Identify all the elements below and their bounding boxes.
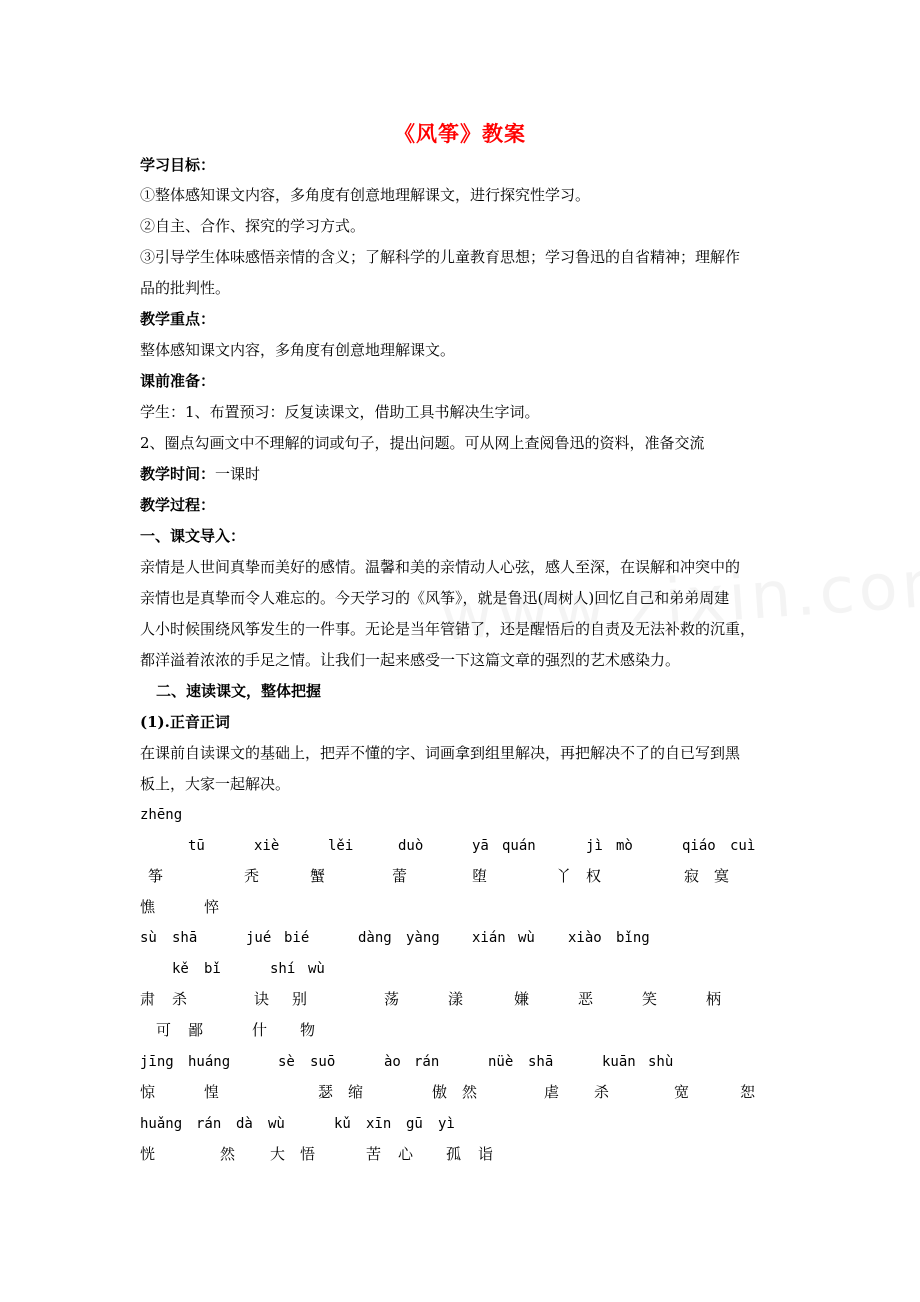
- vocab-char: 傲: [432, 1083, 448, 1101]
- vocab-char: 恍: [140, 1145, 156, 1163]
- pinyin-label: jīng: [140, 1054, 174, 1070]
- pinyin-label: qiáo: [682, 838, 716, 854]
- pinyin-label: xiào: [568, 930, 602, 946]
- pinyin-label: sè: [278, 1054, 295, 1070]
- vocab-char: 孤: [446, 1145, 462, 1163]
- pinyin-label: xiè: [254, 838, 280, 854]
- vocab-char: 诣: [478, 1145, 494, 1163]
- pronunciation-instruction-2: 板上，大家一起解决。: [140, 775, 291, 793]
- vocab-char: 漾: [448, 990, 464, 1008]
- vocab-char: 蟹: [310, 867, 326, 885]
- heading-preparation: 课前准备：: [140, 372, 216, 390]
- preparation-1: 学生：1、布置预习：反复读课文，借助工具书解决生字词。: [140, 403, 540, 421]
- vocab-char: 荡: [384, 990, 400, 1008]
- vocab-char: 笑: [642, 990, 658, 1008]
- vocab-char: 瑟: [318, 1083, 334, 1101]
- pinyin-label: xián: [472, 930, 506, 946]
- vocab-char: 嫌: [514, 990, 530, 1008]
- pinyin-label: rán: [414, 1054, 440, 1070]
- vocab-char: 心: [398, 1145, 414, 1163]
- vocab-char: 寂: [684, 867, 700, 885]
- intro-paragraph-line-2: 亲情也是真挚而令人难忘的。今天学习的《风筝》，就是鲁迅(周树人)回忆自己和弟弟周建: [140, 589, 730, 607]
- pinyin-label: cuì: [730, 838, 756, 854]
- pinyin-label: mò: [616, 838, 633, 854]
- vocab-char: 蕾: [392, 867, 408, 885]
- pinyin-label: lěi: [328, 838, 354, 854]
- pinyin-label: kě: [172, 961, 189, 977]
- vocab-char: 丫: [556, 867, 572, 885]
- goal-2: ②自主、合作、探究的学习方式。: [140, 217, 366, 235]
- pinyin-label: nüè: [488, 1054, 514, 1070]
- pinyin-label: bié: [284, 930, 310, 946]
- pinyin-label: wù: [308, 961, 325, 977]
- intro-paragraph-line-3: 人小时候围绕风筝发生的一件事。无论是当年管错了，还是醒悟后的自责及无法补救的沉重，: [140, 620, 756, 638]
- goal-3-cont: 品的批判性。: [140, 279, 231, 297]
- pinyin-label: suō: [310, 1054, 336, 1070]
- pinyin-label: huǎng: [140, 1116, 183, 1132]
- pinyin-label: ào: [384, 1054, 401, 1070]
- pinyin-label: dà: [236, 1116, 253, 1132]
- pinyin-label: gū: [406, 1116, 423, 1132]
- pinyin-label: shā: [172, 930, 198, 946]
- pinyin-label: duò: [398, 838, 424, 854]
- pinyin-label: bǐ: [204, 961, 221, 977]
- pinyin-label: quán: [502, 838, 536, 854]
- vocab-char: 秃: [244, 867, 260, 885]
- vocab-char: 寞: [714, 867, 730, 885]
- vocab-char: 什: [252, 1021, 268, 1039]
- pinyin-label: jì: [586, 838, 603, 854]
- intro-paragraph-line-1: 亲情是人世间真挚而美好的感情。温馨和美的亲情动人心弦，感人至深，在误解和冲突中的: [140, 558, 741, 576]
- section-1-heading: 一、课文导入：: [140, 527, 246, 545]
- pinyin-label: rán: [196, 1116, 222, 1132]
- vocab-char: 杀: [172, 990, 188, 1008]
- pinyin-label: yì: [438, 1116, 455, 1132]
- vocab-char: 惶: [204, 1083, 220, 1101]
- pinyin-label: kuān: [602, 1054, 636, 1070]
- pinyin-label: huáng: [188, 1054, 231, 1070]
- vocab-char: 大: [270, 1145, 286, 1163]
- vocab-char: 然: [220, 1145, 236, 1163]
- vocab-char: 缩: [348, 1083, 364, 1101]
- pinyin-label: shù: [648, 1054, 674, 1070]
- intro-paragraph-line-4: 都洋溢着浓浓的手足之情。让我们一起来感受一下这篇文章的强烈的艺术感染力。: [140, 651, 681, 669]
- vocab-char: 杀: [594, 1083, 610, 1101]
- pinyin-label: yā: [472, 838, 489, 854]
- vocab-char: 物: [300, 1021, 316, 1039]
- vocab-char: 憔: [140, 898, 156, 916]
- vocab-char: 堕: [472, 867, 488, 885]
- vocab-char: 权: [586, 867, 602, 885]
- vocab-char: 鄙: [188, 1021, 204, 1039]
- vocab-char: 悴: [204, 898, 220, 916]
- pinyin-label: sù: [140, 930, 157, 946]
- teaching-time-value: 一课时: [215, 465, 261, 483]
- vocab-char: 苦: [366, 1145, 382, 1163]
- pinyin-label: jué: [246, 930, 272, 946]
- vocab-char: 可: [156, 1021, 172, 1039]
- teaching-time-label: 教学时间：: [140, 465, 216, 483]
- vocab-char: 惊: [140, 1083, 156, 1101]
- vocab-char: 宽: [674, 1083, 690, 1101]
- pinyin-label: dàng: [358, 930, 392, 946]
- vocab-char: 诀: [254, 990, 270, 1008]
- preparation-2: 2、圈点勾画文中不理解的词或句子，提出问题。可从网上查阅鲁迅的资料，准备交流: [140, 434, 705, 452]
- pinyin-label: yàng: [406, 930, 440, 946]
- pinyin-label: shí: [270, 961, 296, 977]
- pinyin-label: zhēng: [140, 807, 183, 823]
- vocab-char: 肃: [140, 990, 156, 1008]
- vocab-char: 筝: [148, 867, 164, 885]
- pinyin-label: xīn: [366, 1116, 392, 1132]
- pinyin-label: wù: [268, 1116, 285, 1132]
- section-2-heading: 二、速读课文，整体把握: [156, 682, 322, 700]
- vocab-char: 恕: [740, 1083, 756, 1101]
- pinyin-label: bǐng: [616, 930, 650, 946]
- heading-key-points: 教学重点：: [140, 310, 216, 328]
- vocab-char: 柄: [706, 990, 722, 1008]
- pinyin-label: shā: [528, 1054, 554, 1070]
- pinyin-label: wù: [518, 930, 535, 946]
- vocab-char: 悟: [300, 1145, 316, 1163]
- vocab-char: 恶: [578, 990, 594, 1008]
- subsection-pronunciation: (1).正音正词: [140, 713, 230, 731]
- pronunciation-instruction-1: 在课前自读课文的基础上，把弄不懂的字、词画拿到组里解决，再把解决不了的自已写到黑: [140, 744, 741, 762]
- goal-3: ③引导学生体味感悟亲情的含义；了解科学的儿童教育思想；学习鲁迅的自省精神；理解作: [140, 248, 741, 266]
- document-title: 《风筝》教案: [394, 121, 526, 146]
- heading-process: 教学过程：: [140, 496, 216, 514]
- vocab-char: 虐: [544, 1083, 560, 1101]
- goal-1: ①整体感知课文内容，多角度有创意地理解课文，进行探究性学习。: [140, 186, 591, 204]
- teaching-time: [140, 463, 260, 485]
- heading-learning-goals: 学习目标：: [140, 156, 216, 174]
- pinyin-label: kǔ: [334, 1116, 351, 1132]
- pinyin-label: tū: [188, 838, 205, 854]
- key-points-text: 整体感知课文内容，多角度有创意地理解课文。: [140, 341, 456, 359]
- vocab-char: 别: [292, 990, 308, 1008]
- vocab-char: 然: [462, 1083, 478, 1101]
